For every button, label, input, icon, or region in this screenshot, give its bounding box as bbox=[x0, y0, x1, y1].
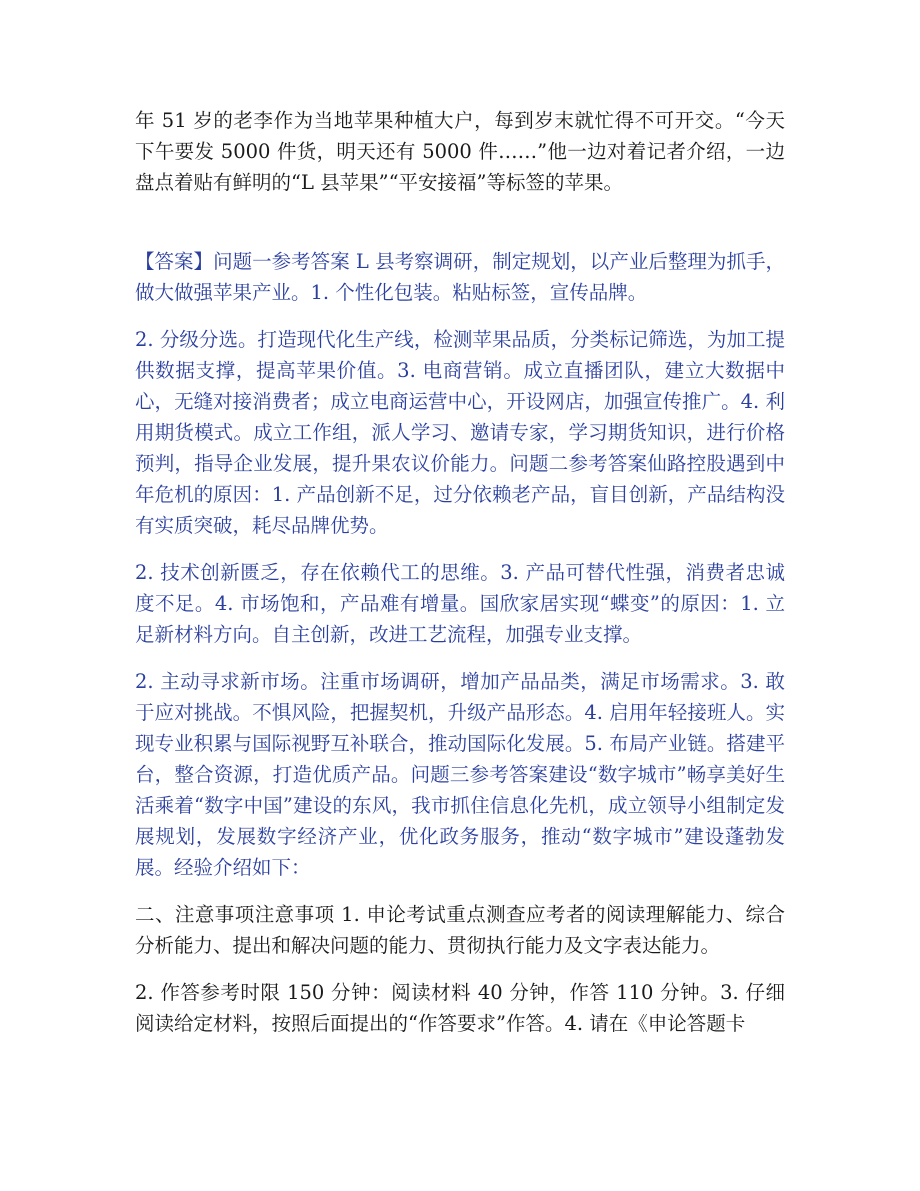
answer-paragraph-3: 2. 技术创新匮乏，存在依赖代工的思维。3. 产品可替代性强，消费者忠诚度不足。4. 市场饱和，产品难有增量。国欣家居实现“蝶变”的原因：1. 立足新材料方向。自主创新，改进工艺流程，加强专业支撑。 bbox=[135, 561, 785, 646]
notes-paragraph-1: 二、注意事项注意事项 1. 申论考试重点测查应考者的阅读理解能力、综合分析能力、提出和解决问题的能力、贯彻执行能力及文字表达能力。 bbox=[135, 903, 785, 957]
answer-paragraph-4: 2. 主动寻求新市场。注重市场调研，增加产品品类，满足市场需求。3. 敢于应对挑战。不惧风险，把握契机，升级产品形态。4. 启用年轻接班人。实现专业积累与国际视野互补联合，推动国际化发展。5. 布局产业链。搭建平台，整合资源，打造优质产品。问题三参考答案建设“数字城市”畅享美好生活乘着“数字中国”建设的东风，我市抓住信息化先机，成立领导小组制定发展规划，发展数字经济产业，优化政务服务，推动“数字城市”建设蓬勃发展。经验介绍如下： bbox=[135, 670, 785, 879]
document-body bbox=[135, 105, 785, 1039]
answer-paragraph-2: 2. 分级分选。打造现代化生产线，检测苹果品质，分类标记筛选，为加工提供数据支撑，提高苹果价值。3. 电商营销。成立直播团队，建立大数据中心，无缝对接消费者；成立电商运营中心，开设网店，加强宣传推广。4. 利用期货模式。成立工作组，派人学习、邀请专家，学习期货知识，进行价格预判，指导企业发展，提升果农议价能力。问题二参考答案仙路控股遇到中年危机的原因：1. 产品创新不足，过分依赖老产品，盲目创新，产品结构没有实质突破，耗尽品牌优势。 bbox=[135, 328, 785, 537]
answer-paragraph-1: 【答案】问题一参考答案 L 县考察调研，制定规划，以产业后整理为抓手，做大做强苹果产业。1. 个性化包装。粘贴标签，宣传品牌。 bbox=[135, 250, 785, 304]
notes-paragraph-2: 2. 作答参考时限 150 分钟：阅读材料 40 分钟，作答 110 分钟。3. 仔细阅读给定材料，按照后面提出的“作答要求”作答。4. 请在《申论答题卡 bbox=[135, 981, 785, 1035]
intro-paragraph: 年 51 岁的老李作为当地苹果种植大户，每到岁末就忙得不可开交。“今天下午要发 5000 件货，明天还有 5000 件……”他一边对着记者介绍，一边盘点着贴有鲜明的“L 县苹果”“平安接福”等标签的苹果。 bbox=[135, 109, 785, 194]
